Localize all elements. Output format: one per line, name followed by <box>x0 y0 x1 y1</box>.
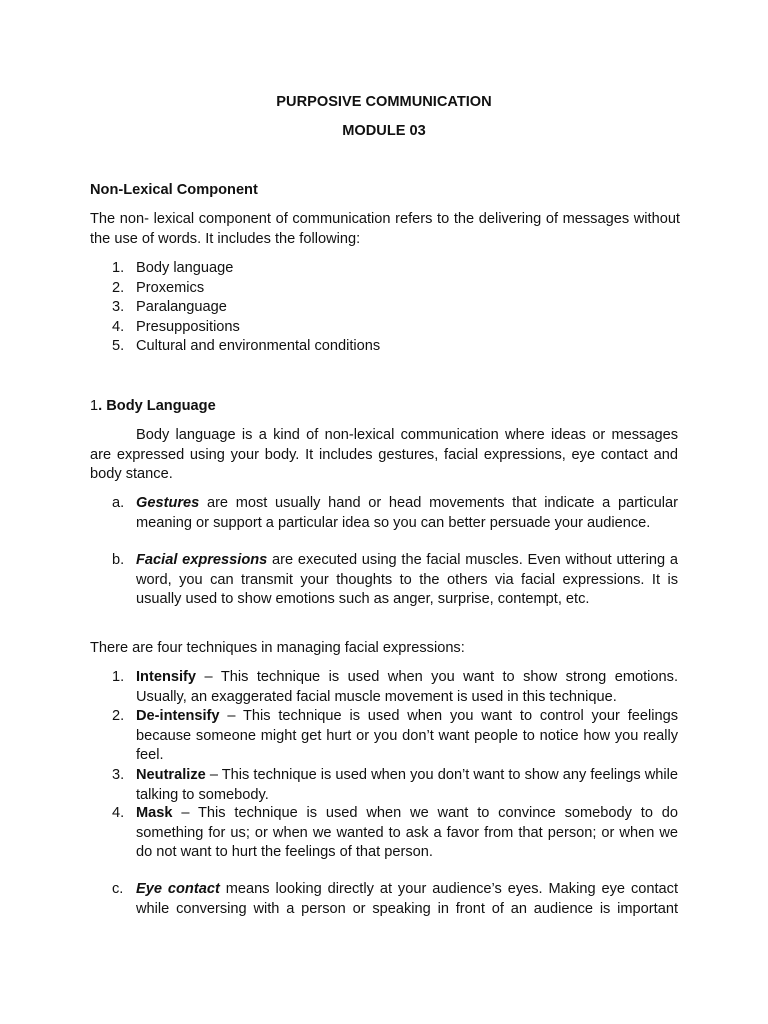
component-list <box>112 259 678 357</box>
list-number: 3. <box>112 767 125 783</box>
item-text: are executed using the facial muscles. Even without uttering a word, you can transmit your thoughts to the others via facial expressions. It is usually used to show emotions such as anger, surprise, contempt, etc. <box>136 552 678 607</box>
nonlexical-intro: The non- lexical component of communication refers to the delivering of messages without the use of words. It includes the following: <box>90 211 680 247</box>
technique-text: – This technique is used when we want to convince somebody to do something for us; or when we wanted to ask a favor from that person; or when we do not want to hurt the feelings of that person. <box>136 805 678 860</box>
list-text: Presuppositions <box>136 318 240 335</box>
list-number: 2. <box>112 708 125 724</box>
module-label: MODULE 03 <box>342 123 426 139</box>
list-text: Proxemics <box>136 279 205 296</box>
item-letter: a. <box>112 495 125 511</box>
term-gestures: Gestures <box>136 495 200 511</box>
item-letter: c. <box>112 881 124 897</box>
section-heading-body-language <box>90 397 216 417</box>
list-number: 4. <box>112 318 125 335</box>
term-facial-expressions: Facial expressions <box>136 552 268 568</box>
list-item-eye-contact <box>112 880 678 919</box>
body-language-paragraph: Body language is a kind of non-lexical communication where ideas or messages are expressed using your body. It includes gestures, facial expressions, eye contact and body stance. <box>90 427 678 482</box>
term-neutralize: Neutralize <box>136 767 206 783</box>
technique-intensify <box>112 668 678 707</box>
list-item-facial-expressions <box>112 551 678 610</box>
technique-text: – This technique is used when you don’t want to show any feelings while talking to somebody. <box>136 767 678 803</box>
item-text: are most usually hand or head movements that indicate a particular meaning or support a particular idea so you can better persuade your audience. <box>136 495 678 531</box>
technique-text: – This technique is used when you want to show strong emotions. Usually, an exaggerated facial muscle movement is used in this technique. <box>136 669 678 705</box>
heading-number: 1 <box>90 398 99 414</box>
list-text: Paralanguage <box>136 299 227 315</box>
list-item <box>112 318 678 338</box>
technique-text: – This technique is used when you want to control your feelings because someone might get hurt or you don’t want people to notice how you really feel. <box>136 708 678 763</box>
list-number: 1. <box>112 669 125 685</box>
list-item <box>112 279 678 299</box>
list-number: 2. <box>112 279 125 296</box>
item-text: means looking directly at your audience’s eyes. Making eye contact while conversing with a person or speaking in front of an audience is important <box>136 881 679 917</box>
list-number: 4. <box>112 805 125 821</box>
term-intensify: Intensify <box>136 669 197 685</box>
term-de-intensify: De-intensify <box>136 708 220 724</box>
list-number: 1. <box>112 260 125 276</box>
techniques-intro: There are four techniques in managing facial expressions: <box>90 640 465 656</box>
heading-text: . Body Language <box>98 398 216 414</box>
list-text: Body language <box>136 260 234 276</box>
item-letter: b. <box>112 552 125 568</box>
term-eye-contact: Eye contact <box>136 881 220 897</box>
technique-de-intensify <box>112 707 678 766</box>
list-item <box>112 259 678 279</box>
list-item <box>112 337 678 357</box>
list-number: 3. <box>112 299 125 315</box>
list-number: 5. <box>112 338 125 354</box>
list-text: Cultural and environmental conditions <box>136 338 381 354</box>
document-title: PURPOSIVE COMMUNICATION <box>276 94 492 110</box>
technique-mask <box>112 804 678 863</box>
list-item-gestures <box>112 494 678 533</box>
list-item <box>112 298 678 318</box>
term-mask: Mask <box>136 805 173 821</box>
technique-neutralize <box>112 766 678 805</box>
section-heading-nonlexical: Non-Lexical Component <box>90 182 258 198</box>
